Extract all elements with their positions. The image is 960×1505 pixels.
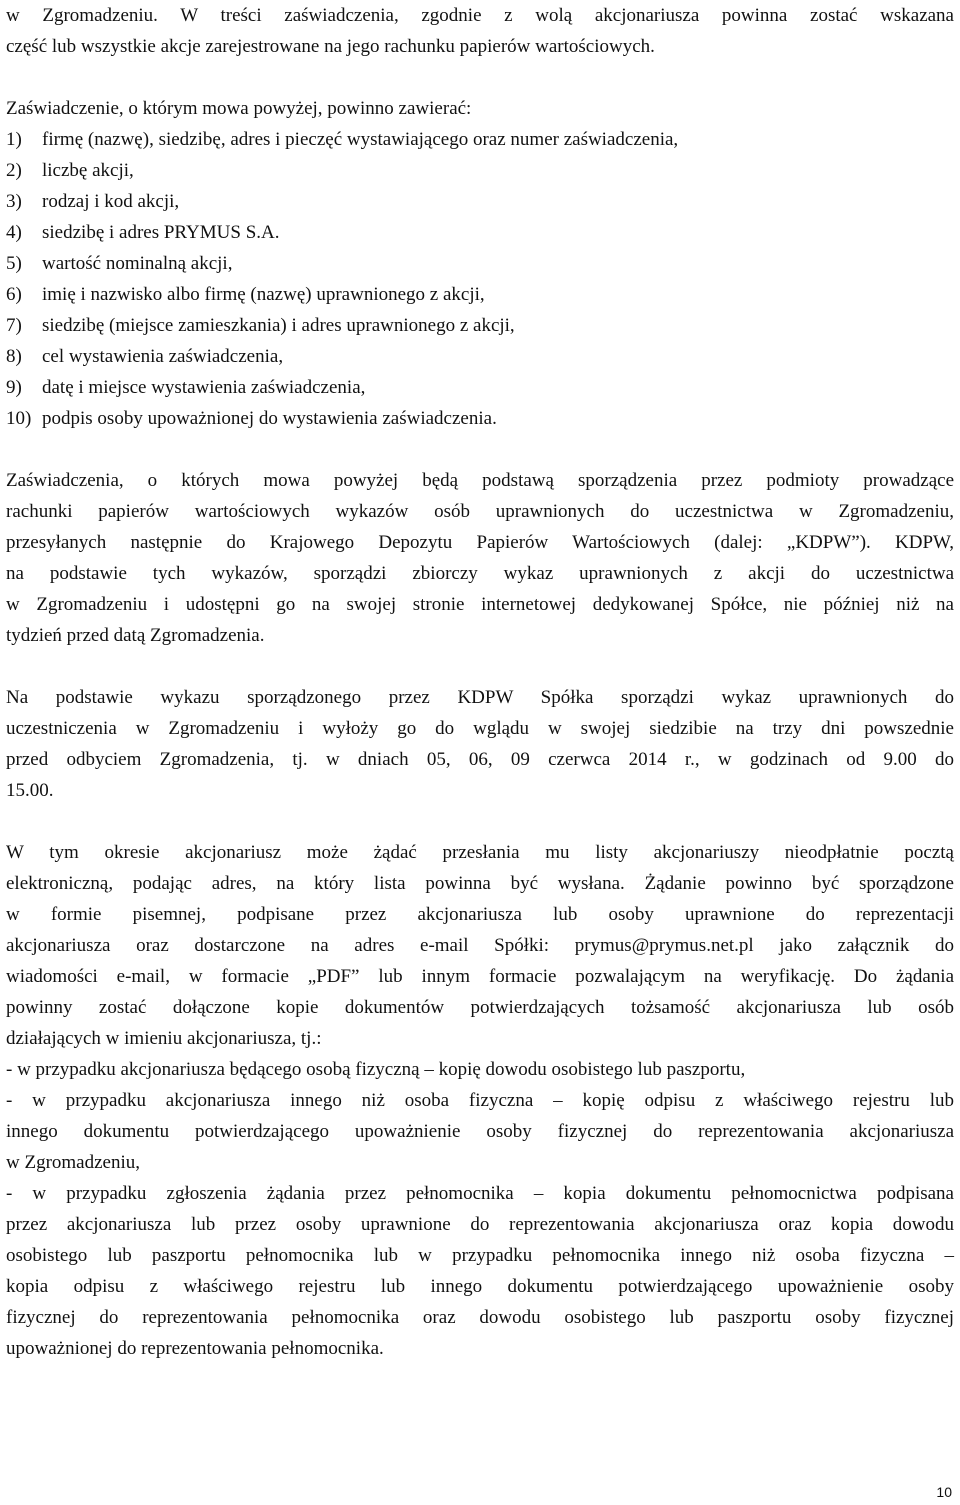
list-item — [6, 341, 954, 372]
requirements-list — [6, 124, 954, 434]
text-line: przed odbyciem Zgromadzenia, tj. w dniach 05, 06, 09 czerwca 2014 r., w godzinach od 9.00 do — [6, 749, 954, 770]
text-line: Na podstawie wykazu sporządzonego przez KDPW Spółka sporządzi wykaz uprawnionych do — [6, 687, 954, 708]
list-item — [6, 124, 954, 155]
text-line: akcjonariusza oraz dostarczone na adres e-mail Spółki: prymus@prymus.net.pl jako załącznik do — [6, 935, 954, 956]
list-text: imię i nazwisko albo firmę (nazwę) uprawnionego z akcji, — [42, 284, 485, 305]
list-item — [6, 248, 954, 279]
list-number: 1) — [6, 129, 22, 150]
list-item — [6, 155, 954, 186]
list-number: 5) — [6, 253, 22, 274]
list-number: 2) — [6, 160, 22, 181]
page-number: 10 — [936, 1484, 952, 1500]
text-line: - w przypadku akcjonariusza innego niż osoba fizyczna – kopię odpisu z właściwego rejestru lub — [6, 1090, 954, 1111]
text-line: W tym okresie akcjonariusz może żądać przesłania mu listy akcjonariuszy nieodpłatnie pocztą — [6, 842, 954, 863]
shareholder-list-paragraph — [6, 682, 954, 806]
list-item — [6, 310, 954, 341]
list-number: 9) — [6, 377, 22, 398]
list-text: datę i miejsce wystawienia zaświadczenia, — [42, 377, 366, 398]
text-line: upoważnionej do reprezentowania pełnomocnika. — [6, 1338, 384, 1359]
list-item — [6, 403, 954, 434]
text-line: część lub wszystkie akcje zarejestrowane na jego rachunku papierów wartościowych. — [6, 36, 655, 57]
text-line: - w przypadku zgłoszenia żądania przez pełnomocnika – kopia dokumentu pełnomocnictwa podpisana — [6, 1183, 954, 1204]
text-line: w Zgromadzeniu. W treści zaświadczenia, zgodnie z wolą akcjonariusza powinna zostać wskazana — [6, 5, 954, 26]
kdpw-paragraph — [6, 465, 954, 651]
list-text: liczbę akcji, — [42, 160, 134, 181]
list-number: 6) — [6, 284, 22, 305]
text-line: uczestniczenia w Zgromadzeniu i wyłoży go do wglądu w swojej siedzibie na trzy dni powszednie — [6, 718, 954, 739]
text-line: na podstawie tych wykazów, sporządzi zbiorczy wykaz uprawnionych z akcji do uczestnictwa — [6, 563, 954, 584]
list-text: wartość nominalną akcji, — [42, 253, 233, 274]
intro-paragraph — [6, 0, 954, 62]
text-line: rachunki papierów wartościowych wykazów osób uprawnionych do uczestnictwa w Zgromadzeniu, — [6, 501, 954, 522]
list-number: 10) — [6, 408, 32, 429]
list-number: 4) — [6, 222, 22, 243]
request-paragraph — [6, 837, 954, 1364]
text-line: innego dokumentu potwierdzającego upoważnienie osoby fizycznej do reprezentowania akcjonariusza — [6, 1121, 954, 1142]
text-line: Zaświadczenia, o których mowa powyżej będą podstawą sporządzenia przez podmioty prowadzące — [6, 470, 954, 491]
list-text: rodzaj i kod akcji, — [42, 191, 180, 212]
text-line: działających w imieniu akcjonariusza, tj.: — [6, 1028, 322, 1049]
list-number: 7) — [6, 315, 22, 336]
text-line: 15.00. — [6, 780, 54, 801]
text-line: kopia odpisu z właściwego rejestru lub innego dokumentu potwierdzającego upoważnienie osoby — [6, 1276, 954, 1297]
list-text: siedzibę i adres PRYMUS S.A. — [42, 222, 280, 243]
list-text: cel wystawienia zaświadczenia, — [42, 346, 284, 367]
list-text: siedzibę (miejsce zamieszkania) i adres uprawnionego z akcji, — [42, 315, 515, 336]
list-number: 8) — [6, 346, 22, 367]
text-line: powinny zostać dołączone kopie dokumentów potwierdzających tożsamość akcjonariusza lub osób — [6, 997, 954, 1018]
text-line: przesyłanych następnie do Krajowego Depozytu Papierów Wartościowych (dalej: „KDPW”). KDPW, — [6, 532, 954, 553]
text-line: przez akcjonariusza lub przez osoby uprawnione do reprezentowania akcjonariusza oraz kopia dowodu — [6, 1214, 954, 1235]
text-line: tydzień przed datą Zgromadzenia. — [6, 625, 265, 646]
list-item — [6, 279, 954, 310]
text-line: w Zgromadzeniu i udostępni go na swojej stronie internetowej dedykowanej Spółce, nie później niż na — [6, 594, 954, 615]
list-number: 3) — [6, 191, 22, 212]
list-text: podpis osoby upoważnionej do wystawienia zaświadczenia. — [42, 408, 497, 429]
text-line: w Zgromadzeniu, — [6, 1152, 141, 1173]
list-item — [6, 372, 954, 403]
text-line: w formie pisemnej, podpisane przez akcjonariusza lub osoby uprawnione do reprezentacji — [6, 904, 954, 925]
list-intro: Zaświadczenie, o którym mowa powyżej, powinno zawierać: — [6, 98, 472, 119]
text-line: - w przypadku akcjonariusza będącego osobą fizyczną – kopię dowodu osobistego lub paszportu, — [6, 1059, 746, 1080]
text-line: osobistego lub paszportu pełnomocnika lub w przypadku pełnomocnika innego niż osoba fizyczna – — [6, 1245, 954, 1266]
list-item — [6, 186, 954, 217]
text-line: fizycznej do reprezentowania pełnomocnika oraz dowodu osobistego lub paszportu osoby fizycznej — [6, 1307, 954, 1328]
list-text: firmę (nazwę), siedzibę, adres i pieczęć wystawiającego oraz numer zaświadczenia, — [42, 129, 679, 150]
list-item — [6, 217, 954, 248]
text-line: wiadomości e-mail, w formacie „PDF” lub innym formacie pozwalającym na weryfikację. Do żądania — [6, 966, 954, 987]
text-line: elektroniczną, podając adres, na który lista powinna być wysłana. Żądanie powinno być sporządzone — [6, 873, 954, 894]
document-page — [6, 0, 954, 1364]
